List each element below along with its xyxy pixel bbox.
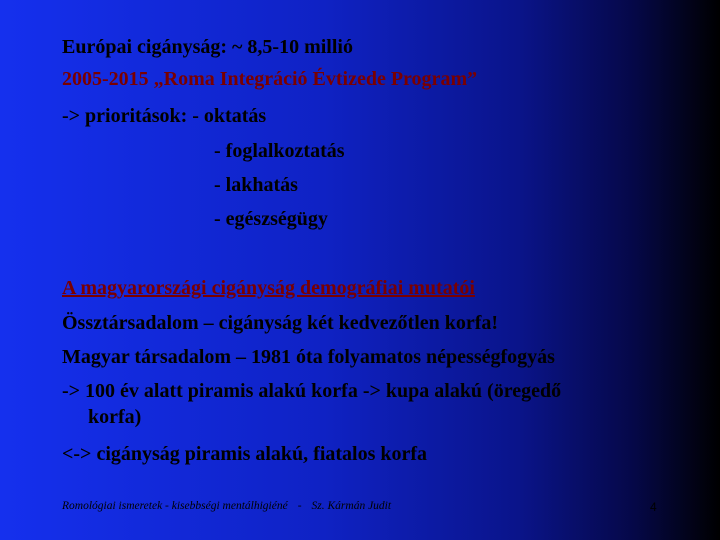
priority-health: - egészségügy <box>214 208 328 230</box>
footer-course-title: Romológiai ismeretek - kisebbségi mentálhigiéné <box>62 500 288 512</box>
bullet-pyramid-to-cup: -> 100 év alatt piramis alakú korfa -> kupa alakú (öregedő <box>62 380 562 402</box>
bullet-two-unfavorable-pyramids: Össztársadalom – cigányság két kedvezőtlen korfa! <box>62 312 499 334</box>
bullet-roma-young-pyramid: <-> cigányság piramis alakú, fiatalos korfa <box>62 443 428 465</box>
page-number: 4 <box>650 500 657 514</box>
priority-housing: - lakhatás <box>214 174 298 196</box>
bullet-population-decline: Magyar társadalom – 1981 óta folyamatos népességfogyás <box>62 346 555 368</box>
footer <box>62 500 391 512</box>
bullet-priorities-education: -> prioritások: - oktatás <box>62 105 267 127</box>
bullet-european-roma-population: Európai cigányság: ~ 8,5-10 millió <box>62 36 353 58</box>
footer-separator: - <box>297 500 302 512</box>
footer-author: Sz. Kármán Judit <box>311 500 392 512</box>
bullet-roma-integration-decade: 2005-2015 „Roma Integráció Évtizede Program” <box>62 68 478 90</box>
priority-employment: - foglalkoztatás <box>214 140 345 162</box>
section-heading-demographics: A magyarországi cigányság demográfiai mutatói <box>62 277 475 299</box>
bullet-pyramid-to-cup-continued: korfa) <box>88 406 142 428</box>
